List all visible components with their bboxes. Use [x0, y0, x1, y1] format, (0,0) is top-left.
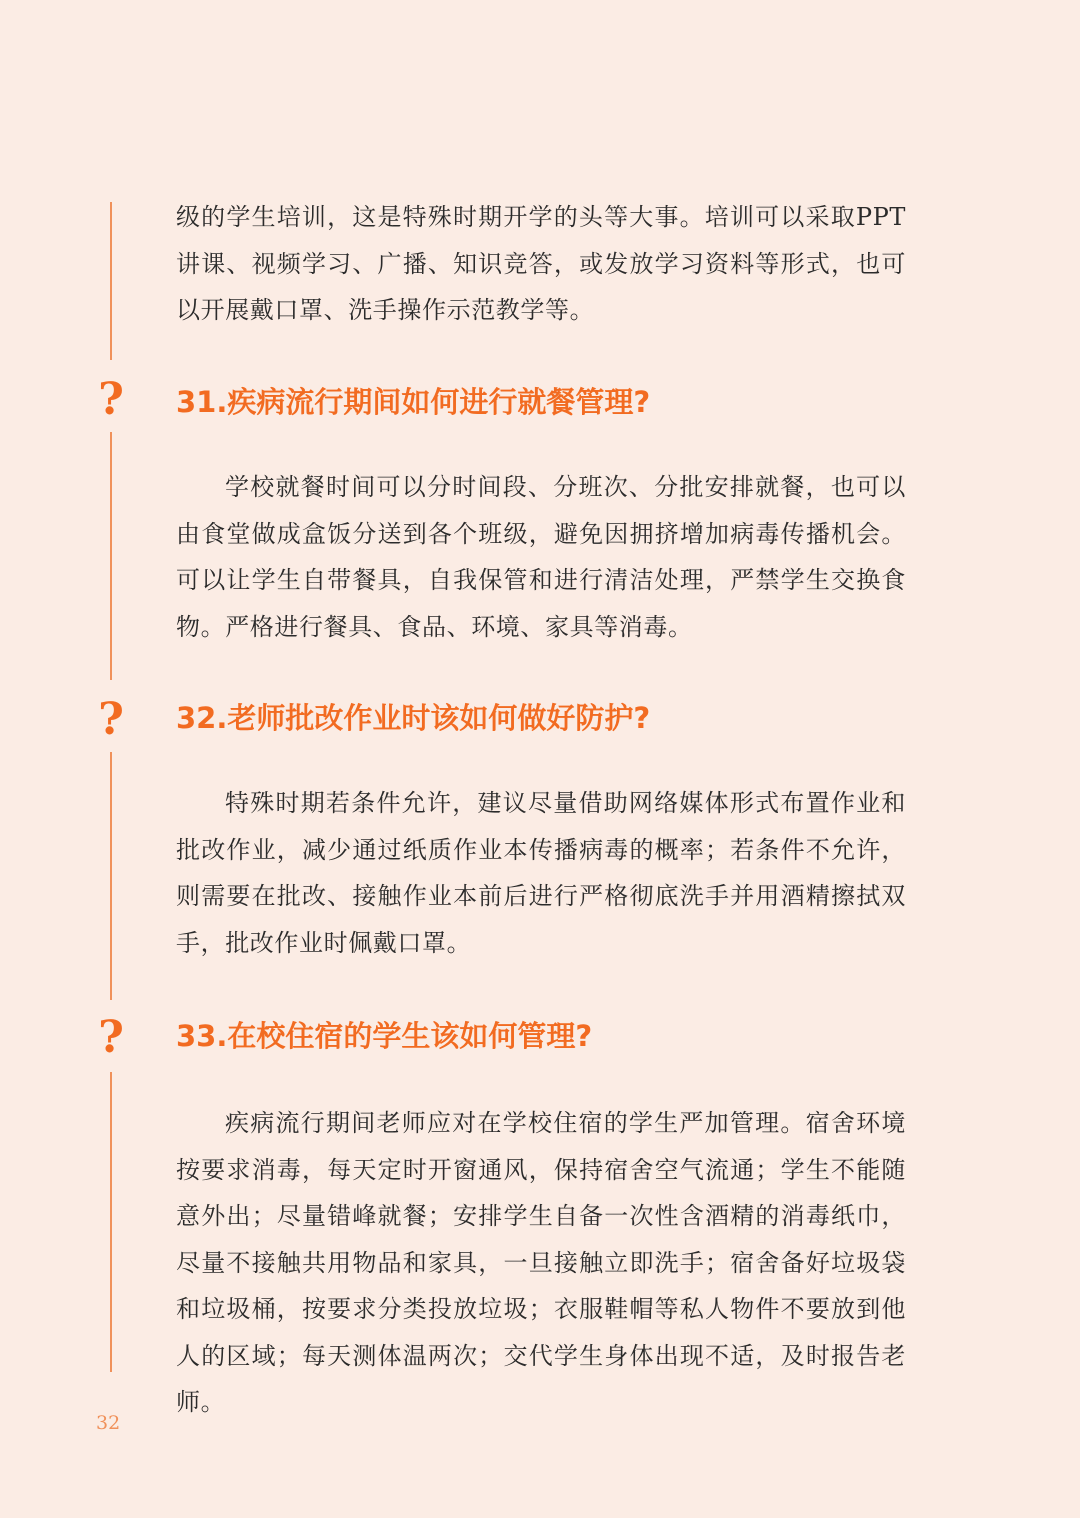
margin-rule: [110, 202, 112, 360]
question-mark-icon: ?: [98, 374, 124, 425]
question-mark-icon: ?: [98, 1012, 124, 1063]
intro-paragraph: 级的学生培训，这是特殊时期开学的头等大事。培训可以采取PPT讲课、视频学习、广播、知识竞答，或发放学习资料等形式，也可以开展戴口罩、洗手操作示范教学等。: [176, 203, 906, 324]
margin-rule: [110, 432, 112, 680]
section-heading-32: 32.老师批改作业时该如何做好防护?: [176, 701, 651, 735]
page-number: 32: [96, 1412, 121, 1434]
margin-rule: [110, 752, 112, 1000]
section-body-32: 特殊时期若条件允许，建议尽量借助网络媒体形式布置作业和批改作业，减少通过纸质作业本传播病毒的概率；若条件不允许，则需要在批改、接触作业本前后进行严格彻底洗手并用酒精擦拭双手，批改作业时佩戴口罩。: [176, 789, 906, 957]
question-mark-icon: ?: [98, 694, 124, 745]
margin-rule: [110, 1072, 112, 1372]
section-heading-33: 33.在校住宿的学生该如何管理?: [176, 1019, 593, 1053]
section-heading-31: 31.疾病流行期间如何进行就餐管理?: [176, 385, 651, 419]
section-body-33: 疾病流行期间老师应对在学校住宿的学生严加管理。宿舍环境按要求消毒，每天定时开窗通风，保持宿舍空气流通；学生不能随意外出；尽量错峰就餐；安排学生自备一次性含酒精的消毒纸巾，尽量不接触共用物品和家具，一旦接触立即洗手；宿舍备好垃圾袋和垃圾桶，按要求分类投放垃圾；衣服鞋帽等私人物件不要放到他人的区域；每天测体温两次；交代学生身体出现不适，及时报告老师。: [176, 1109, 906, 1416]
section-body-31: 学校就餐时间可以分时间段、分班次、分批安排就餐，也可以由食堂做成盒饭分送到各个班级，避免因拥挤增加病毒传播机会。可以让学生自带餐具，自我保管和进行清洁处理，严禁学生交换食物。严格进行餐具、食品、环境、家具等消毒。: [176, 473, 906, 641]
